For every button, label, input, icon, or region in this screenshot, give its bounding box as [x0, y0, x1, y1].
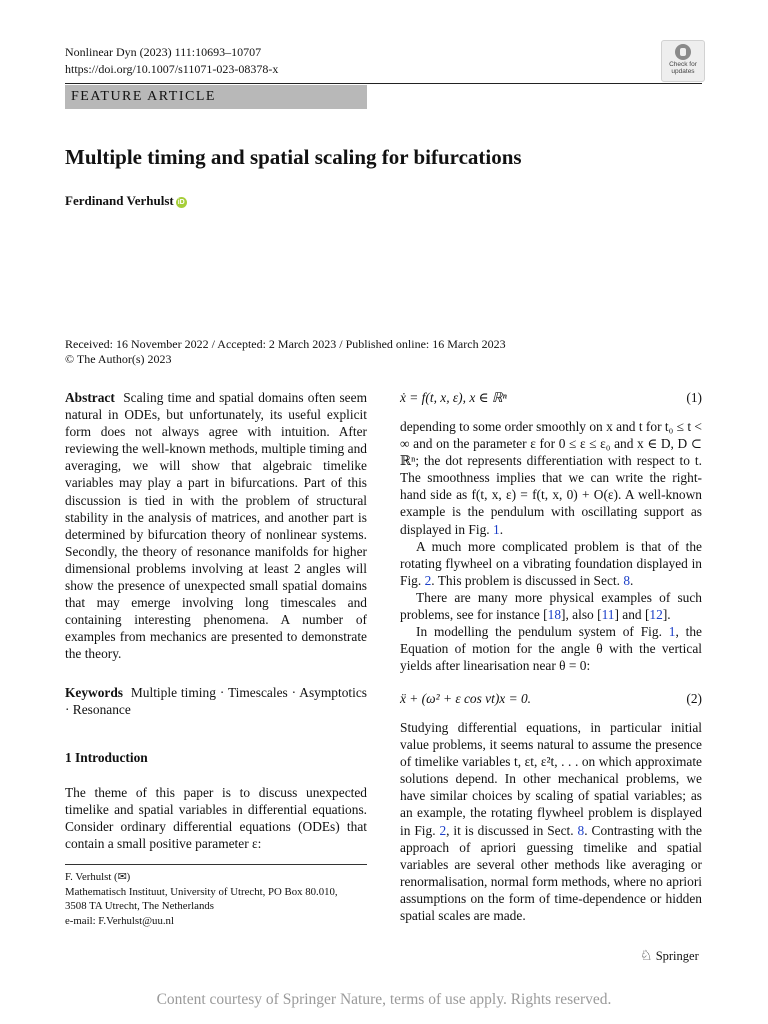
fig-2-link-2[interactable]: 2: [439, 822, 447, 838]
equation-1-body: ẋ = f(t, x, ε), x ∈ ℝⁿ: [400, 390, 507, 405]
equation-1-number: (1): [686, 390, 702, 405]
footnote-author: F. Verhulst (✉): [65, 871, 131, 883]
keywords-heading: Keywords: [65, 685, 124, 700]
feature-article-band: FEATURE ARTICLE: [65, 85, 367, 109]
springer-name: Springer: [655, 949, 699, 963]
fig-2-link[interactable]: 2: [424, 572, 432, 588]
right-column-text: [400, 418, 702, 674]
header-rule: [65, 83, 702, 84]
author-line: [65, 193, 187, 209]
author-name[interactable]: Ferdinand Verhulst: [65, 193, 174, 208]
fig-1-link-2[interactable]: 1: [668, 624, 676, 640]
springer-horse-icon: ♘: [640, 949, 653, 964]
ref-11-link[interactable]: 11: [601, 607, 615, 623]
abstract-heading: Abstract: [65, 390, 115, 405]
springer-logo: [640, 948, 699, 965]
right-column-text-2: [400, 719, 702, 924]
article-title: Multiple timing and spatial scaling for bifurcations: [65, 145, 522, 169]
footnote-email[interactable]: e-mail: F.Verhulst@uu.nl: [65, 914, 174, 927]
crossmark-icon: [675, 44, 691, 60]
equation-2-number: (2): [686, 691, 702, 706]
abstract-text: Scaling time and spatial domains often seem natural in ODEs, but unfortunately, its useful explicit form does not always agree with intuition. After reviewing the well-known methods, multiple timing and averaging, we will show that algebraic timelike variables may play a part in bifurcations. Part of this discussion is tied in with the problem of structural stability in the analysis of matrices, and another part is determined by bifurcation theory of nonlinear systems. Secondly, the theory of resonance manifolds for higher dimensional problems involving at least 2 angles will show the presence of unexpected small spatial domains that may emerge involving long timescales and containing interesting phenomena. A number of examples from mechanics are presented to demonstrate the theory.: [65, 390, 367, 662]
paragraph-4: In modelling the pendulum system of Fig. 1, the Equation of motion for the angle θ with the vertical yields after linearisation near θ = 0:: [400, 624, 702, 674]
equation-2: [400, 690, 702, 707]
keywords: [65, 684, 367, 718]
badge-line-2: updates: [671, 67, 695, 75]
orcid-icon[interactable]: iD: [177, 199, 185, 206]
equation-1: [400, 389, 702, 406]
fig-1-link[interactable]: 1: [493, 521, 500, 537]
intro-paragraph: [65, 784, 367, 852]
check-for-updates-badge[interactable]: [661, 40, 705, 82]
journal-citation: Nonlinear Dyn (2023) 111:10693–10707: [65, 45, 262, 59]
badge-line-1: Check for: [669, 61, 697, 68]
intro-text: The theme of this paper is to discuss unexpected timelike and spatial variables in differential equations. Consider ordinary differential equations (ODEs) that contain a small positive parameter ε:: [65, 785, 367, 852]
received-accepted-published: Received: 16 November 2022 / Accepted: 2 March 2023 / Published online: 16 March 2023: [65, 337, 506, 351]
author-footnote: [65, 870, 338, 928]
paragraph-1: depending to some order smoothly on x and t for t₀ ≤ t < ∞ and on the parameter ε for 0 ≤ ε ≤ ε₀ and x ∈ D, D ⊂ ℝⁿ; the dot represents differentiation with respect to t. The smoothness implies that we can write the right-hand side as f(t, x, ε) = f(t, x, 0) + O(ε). A well-known example is the pendulum with oscillating support as displayed in Fig. 1.: [400, 419, 702, 537]
keywords-text: Multiple timing · Timescales · Asymptotics · Resonance: [65, 685, 367, 718]
copyright: © The Author(s) 2023: [65, 352, 172, 366]
paragraph-2: A much more complicated problem is that of the rotating flywheel on a vibrating foundation displayed in Fig. 2. This problem is discussed in Sect. 8.: [400, 538, 702, 588]
ref-12-link[interactable]: 12: [649, 607, 663, 623]
equation-2-body: ẍ + (ω² + ε cos νt)x = 0.: [400, 691, 531, 706]
paragraph-5: Studying differential equations, in particular initial value problems, it seems natural to assume the presence of timelike variables t, εt, ε²t, . . . on which approximate solutions depend. In other mechanical problems, we have similar choices by scaling of spatial variables; as an example, the rotating flywheel problem is displayed in Fig. 2, it is discussed in Sect. 8. Contrasting with the approach of apriori guessing timelike and spatial variables are several other methods like averaging or renormalisation, normal form methods, where no apriori assumptions on the form of time-dependence or hidden spatial scales are made.: [400, 720, 703, 924]
sect-8-link-2[interactable]: 8: [577, 822, 585, 838]
sect-8-link[interactable]: 8: [623, 572, 631, 588]
courtesy-notice: Content courtesy of Springer Nature, terms of use apply. Rights reserved.: [156, 991, 612, 1008]
article-dates: [65, 337, 506, 367]
footnote-address: 3508 TA Utrecht, The Netherlands: [65, 900, 214, 912]
doi-link[interactable]: https://doi.org/10.1007/s11071-023-08378-x: [65, 62, 279, 76]
journal-header: [65, 44, 278, 78]
abstract: [65, 389, 367, 663]
footnote-rule: [65, 864, 367, 865]
footnote-affiliation: Mathematisch Instituut, University of Utrecht, PO Box 80.010,: [65, 885, 338, 898]
ref-18-link[interactable]: 18: [547, 607, 562, 623]
paragraph-3: There are many more physical examples of such problems, see for instance [18], also [11] and [12].: [400, 589, 702, 623]
section-heading-introduction: 1 Introduction: [65, 750, 148, 765]
